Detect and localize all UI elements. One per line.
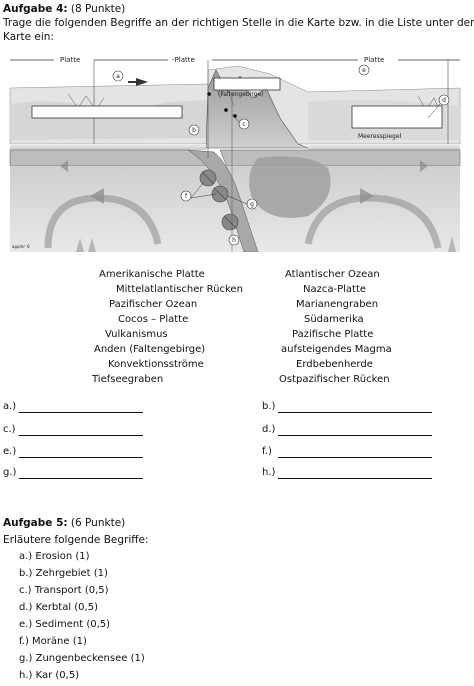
diagram-box-a[interactable]	[32, 106, 182, 118]
term-right-5: Pazifische Platte	[292, 329, 374, 340]
answer-line-f[interactable]	[278, 457, 432, 458]
task5-item-c: c.) Transport (0,5)	[19, 585, 109, 596]
marker-h: h	[232, 237, 236, 244]
plate-tectonics-diagram	[8, 48, 470, 252]
answer-line-h[interactable]	[278, 478, 432, 479]
marker-c: c	[242, 121, 246, 128]
task5-item-e: e.) Sediment (0,5)	[19, 619, 111, 630]
top-label-plate-2: -Platte	[172, 56, 195, 64]
blank-label-f: f.)	[262, 446, 272, 457]
task5-item-g: g.) Zungenbeckensee (1)	[19, 653, 145, 664]
term-left-8: Tiefseegraben	[92, 374, 164, 385]
task5-item-a: a.) Erosion (1)	[19, 551, 90, 562]
term-right-2: Nazca-Platte	[303, 284, 367, 295]
task4-heading	[3, 3, 125, 16]
sea-level-label: Meeresspiegel	[358, 133, 402, 140]
top-label-plate-3: Platte	[364, 56, 385, 64]
diagram-box-e[interactable]	[352, 106, 442, 128]
answer-line-a[interactable]	[19, 412, 143, 413]
term-left-1: Amerikanische Platte	[99, 269, 205, 280]
marker-a: a	[116, 73, 120, 80]
answer-line-b[interactable]	[278, 412, 432, 413]
blank-label-d: d.)	[262, 424, 276, 435]
term-right-8: Ostpazifischer Rücken	[279, 374, 390, 385]
task5-title: Aufgabe 5:	[3, 517, 68, 529]
diagram-box-c[interactable]	[214, 78, 280, 90]
blank-label-e: e.)	[3, 446, 17, 457]
blank-label-a: a.)	[3, 401, 17, 412]
task5-instruction: Erläutere folgende Begriffe:	[3, 534, 149, 546]
term-left-2: Mittelatlantischer Rücken	[116, 284, 243, 295]
answer-line-d[interactable]	[278, 435, 432, 436]
marker-d: d	[442, 97, 446, 104]
task4-instruction-1: Trage die folgenden Begriffe an der richtigen Stelle in die Karte bzw. in die Liste unter der	[3, 17, 474, 29]
term-right-7: Erdbebenherde	[296, 359, 373, 370]
term-right-3: Marianengraben	[296, 299, 379, 310]
term-right-4: Südamerika	[304, 314, 364, 325]
answer-line-g[interactable]	[19, 478, 143, 479]
task5-item-b: b.) Zehrgebiet (1)	[19, 568, 108, 579]
marker-b: b	[192, 127, 196, 134]
task5-item-d: d.) Kerbtal (0,5)	[19, 602, 98, 613]
term-right-1: Atlantischer Ozean	[285, 269, 380, 280]
blank-label-b: b.)	[262, 401, 276, 412]
task4-instruction-2: Karte ein:	[3, 31, 54, 43]
term-left-7: Konvektionsströme	[108, 359, 204, 370]
top-label-plate-1: Platte	[60, 56, 81, 64]
answer-line-e[interactable]	[19, 457, 143, 458]
term-left-4: Cocos – Platte	[118, 314, 189, 325]
term-left-6: Anden (Faltengebirge)	[94, 344, 206, 355]
task5-item-f: f.) Moräne (1)	[19, 636, 87, 647]
diagram-corner-note: appmr ©	[12, 244, 31, 249]
marker-e: e	[362, 67, 366, 74]
task4-title: Aufgabe 4:	[3, 3, 68, 15]
blank-label-g: g.)	[3, 467, 17, 478]
task4-points: (8 Punkte)	[70, 3, 126, 15]
blank-label-c: c.)	[3, 424, 16, 435]
term-left-3: Pazifischer Ozean	[109, 299, 198, 310]
task5-item-h: h.) Kar (0,5)	[19, 670, 80, 681]
marker-g: g	[250, 201, 254, 208]
mountains-label: (Faltengebirge)	[218, 91, 264, 98]
term-right-6: aufsteigendes Magma	[281, 344, 392, 355]
task5-heading	[3, 517, 125, 530]
blank-label-h: h.)	[262, 467, 276, 478]
answer-line-c[interactable]	[19, 435, 143, 436]
task5-points: (6 Punkte)	[70, 517, 126, 529]
term-left-5: Vulkanismus	[105, 329, 168, 340]
marker-f: f	[184, 193, 188, 200]
